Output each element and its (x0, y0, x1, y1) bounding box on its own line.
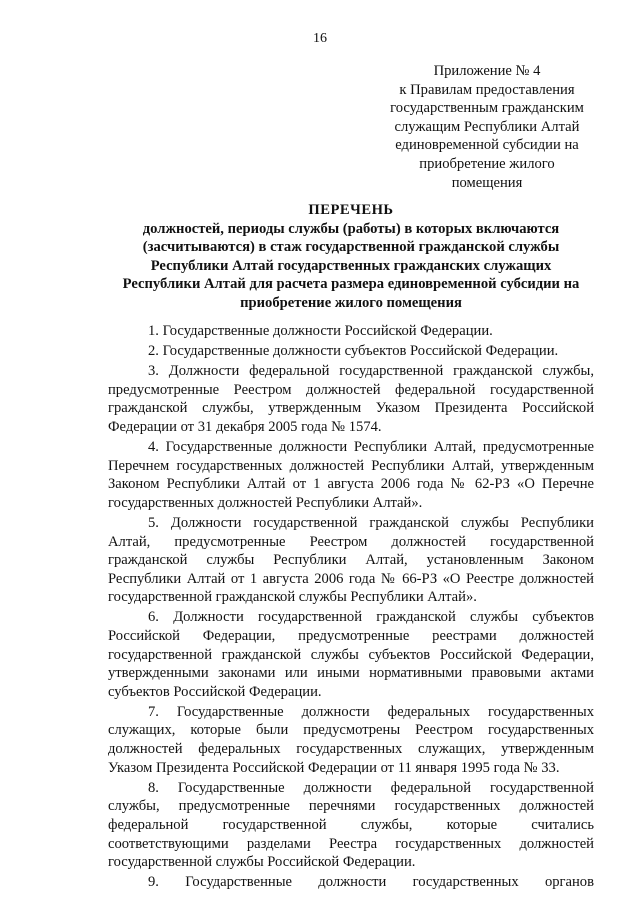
appendix-line: Приложение № 4 (433, 63, 541, 79)
list-item-line: 8. Государственные должности федеральной государственной (148, 779, 594, 796)
list-item-line: 6. Должности государственной гражданской службы субъектов (148, 609, 594, 626)
list-item-line: гражданской службы, утвержденным Указом Президента Российской (108, 400, 594, 417)
list-item-line: 2. Государственные должности субъектов Российской Федерации. (148, 343, 559, 360)
list-item-line: 4. Государственные должности Республики Алтай, предусмотренные (148, 439, 594, 456)
list-item-line: Республики Алтай от 1 августа 2006 года № 66-РЗ «О Реестре должностей (108, 570, 594, 587)
list-item-line: Указом Президента Российской Федерации от 11 января 1995 года № 33. (108, 759, 560, 776)
document-body (108, 322, 594, 893)
page-number: 16 (313, 31, 327, 46)
list-item-line: 5. Должности государственной гражданской службы Республики (148, 514, 594, 531)
appendix-line: государственным гражданским (390, 100, 584, 117)
list-item-line: гражданской службы Республики Алтай, установленным Законом (108, 552, 594, 569)
list-item-line: государственной службы Российской Федерации. (108, 854, 416, 871)
heading-line: (засчитываются) в стаж государственной гражданской службы (142, 239, 560, 256)
list-item (108, 608, 594, 701)
list-item-line: предусмотренные Реестром должностей федеральной государственной (108, 381, 594, 398)
heading-line: приобретение жилого помещения (240, 294, 462, 311)
list-item (108, 342, 594, 361)
appendix-line: к Правилам предоставления (399, 81, 575, 98)
appendix-line: единовременной субсидии на (395, 137, 579, 154)
list-item (108, 322, 594, 341)
document-heading (108, 201, 594, 313)
list-item-line: государственной гражданской службы Республики Алтай». (108, 589, 477, 606)
list-item-line: служащих, которые были предусмотрены Реестром государственных (108, 722, 594, 739)
list-item-line: 3. Должности федеральной государственной гражданской службы, (148, 363, 594, 380)
list-item (108, 438, 594, 512)
heading-line: Республики Алтай государственных гражданских служащих (150, 257, 552, 274)
list-item-line: Алтай, предусмотренные Реестром должностей государственной (108, 533, 594, 550)
list-item (108, 779, 594, 872)
list-item-line: федеральной государственной службы, которые считались (108, 816, 594, 833)
list-item-line: должностей федеральных государственных служащих, утвержденным (108, 741, 594, 758)
list-item-line: субъектов Российской Федерации. (108, 683, 322, 700)
list-item-line: 7. Государственные должности федеральных государственных (148, 703, 594, 720)
appendix-line: помещения (451, 174, 523, 191)
document-title: ПЕРЕЧЕНЬ (308, 202, 394, 218)
list-item-line: Российской Федерации, предусмотренные реестрами должностей (108, 628, 594, 644)
heading-line: должностей, периоды службы (работы) в которых включаются (142, 220, 560, 237)
heading-line: Республики Алтай для расчета размера единовременной субсидии на (122, 276, 580, 293)
list-item-line: государственных должностей Республики Алтай». (108, 494, 423, 511)
appendix-line: приобретение жилого (419, 155, 555, 172)
appendix-block (376, 62, 598, 192)
list-item-line: утвержденными законами или иными нормативными правовыми актами (108, 665, 594, 682)
list-item (108, 703, 594, 777)
list-item (108, 514, 594, 607)
list-item-line: службы, предусмотренные перечнями государственных должностей (108, 798, 594, 815)
list-item (108, 873, 594, 892)
list-item-line: государственной гражданской службы субъектов Российской Федерации, (108, 646, 594, 663)
list-item-line: соответствующими разделами Реестра государственных должностей (108, 835, 594, 852)
list-item-line: Перечнем государственных должностей Республики Алтай, утвержденным (108, 457, 594, 474)
list-item (108, 362, 594, 436)
list-item-line: Федерации от 31 декабря 2005 года № 1574. (108, 418, 382, 435)
list-item-line: 1. Государственные должности Российской Федерации. (148, 323, 493, 339)
list-item-line: Законом Республики Алтай от 1 августа 2006 года № 62-РЗ «О Перечне (108, 476, 594, 493)
appendix-line: служащим Республики Алтай (394, 118, 580, 135)
list-item-line: 9. Государственные должности государственных органов (148, 874, 594, 891)
